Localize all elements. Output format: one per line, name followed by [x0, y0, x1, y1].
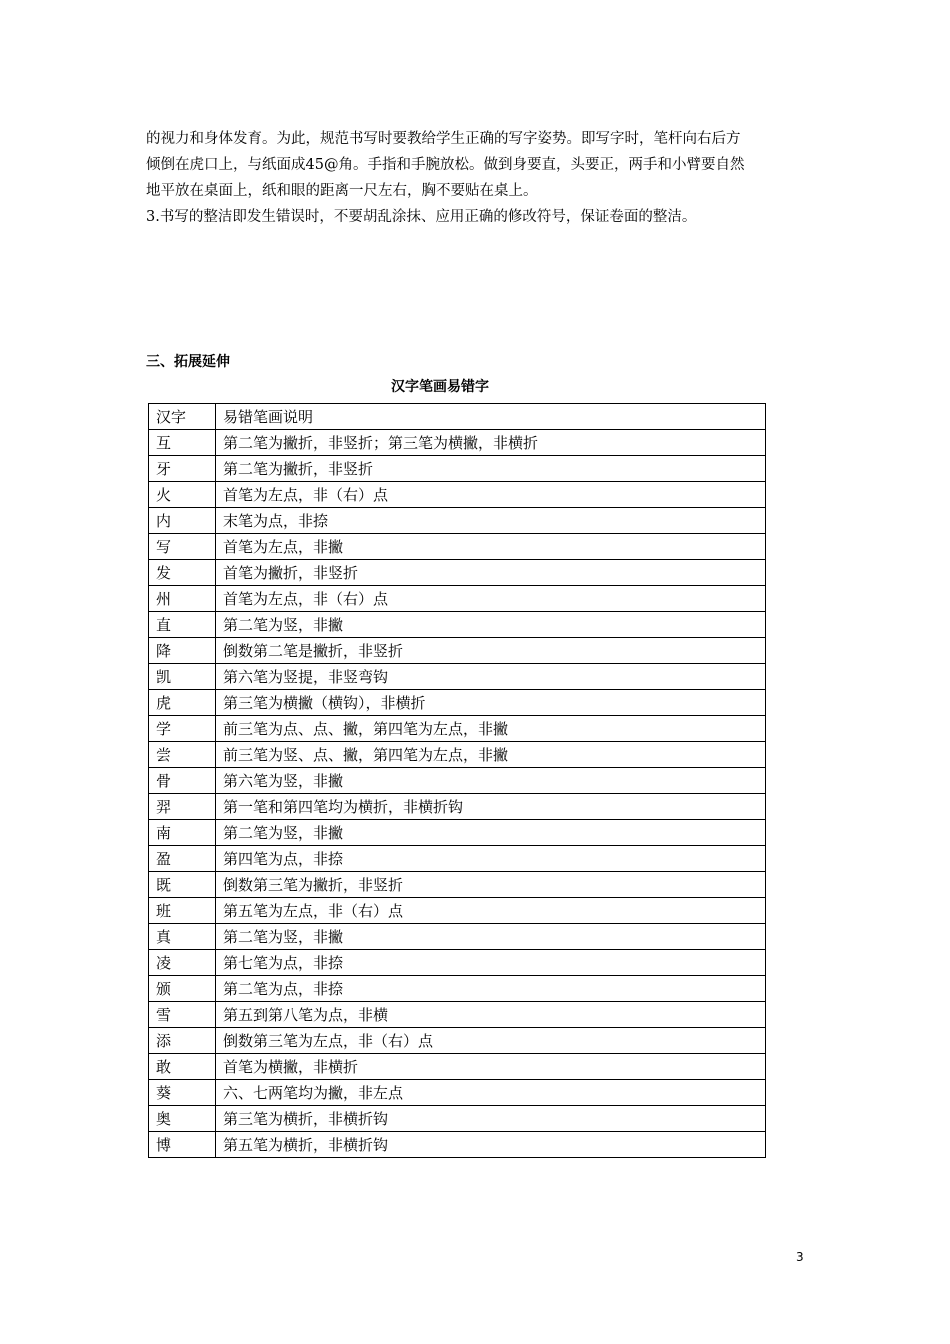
- char-cell: 既: [149, 872, 216, 898]
- description-cell: 首笔为左点，非撇: [216, 534, 766, 560]
- char-cell: 敢: [149, 1054, 216, 1080]
- table-row: [149, 1132, 766, 1158]
- char-cell: 降: [149, 638, 216, 664]
- description-cell: 第二笔为撇折，非竖折；第三笔为横撇，非横折: [216, 430, 766, 456]
- description-cell: 首笔为撇折，非竖折: [216, 560, 766, 586]
- char-cell: 奥: [149, 1106, 216, 1132]
- char-cell: 火: [149, 482, 216, 508]
- description-cell: 第三笔为横撇（横钩），非横折: [216, 690, 766, 716]
- table-row: [149, 560, 766, 586]
- body-paragraph-1: [146, 126, 806, 230]
- table-row: [149, 690, 766, 716]
- section-heading: 三、拓展延伸: [146, 354, 230, 370]
- table-row: [149, 898, 766, 924]
- char-cell: 写: [149, 534, 216, 560]
- table-row: [149, 430, 766, 456]
- table-row: [149, 820, 766, 846]
- char-cell: 添: [149, 1028, 216, 1054]
- char-cell: 真: [149, 924, 216, 950]
- description-cell: 第二笔为竖，非撇: [216, 612, 766, 638]
- stroke-error-table: [148, 403, 766, 1158]
- table-row: [149, 846, 766, 872]
- page-number: 3: [796, 1250, 804, 1264]
- body-line: 倾倒在虎口上，与纸面成45@角。手指和手腕放松。做到身要直，头要正，两手和小臂要自然: [146, 157, 745, 173]
- table-row: [149, 612, 766, 638]
- char-cell: 颁: [149, 976, 216, 1002]
- table-row: [149, 924, 766, 950]
- char-cell: 学: [149, 716, 216, 742]
- table-row: [149, 508, 766, 534]
- char-cell: 发: [149, 560, 216, 586]
- description-cell: 第二笔为竖，非撇: [216, 820, 766, 846]
- char-cell: 直: [149, 612, 216, 638]
- description-cell: 前三笔为竖、点、撇，第四笔为左点，非撇: [216, 742, 766, 768]
- char-cell: 州: [149, 586, 216, 612]
- table-row: [149, 664, 766, 690]
- description-cell: 第三笔为横折，非横折钩: [216, 1106, 766, 1132]
- description-cell: 首笔为左点，非（右）点: [216, 482, 766, 508]
- table-row: [149, 638, 766, 664]
- table-row: [149, 482, 766, 508]
- description-cell: 第五笔为左点，非（右）点: [216, 898, 766, 924]
- char-cell: 雪: [149, 1002, 216, 1028]
- description-cell: 第四笔为点，非捺: [216, 846, 766, 872]
- char-cell: 凯: [149, 664, 216, 690]
- char-cell: 虎: [149, 690, 216, 716]
- table-row: [149, 456, 766, 482]
- table-row: [149, 716, 766, 742]
- table-row: [149, 1002, 766, 1028]
- description-cell: 首笔为左点，非（右）点: [216, 586, 766, 612]
- char-cell: 博: [149, 1132, 216, 1158]
- description-cell: 倒数第三笔为撇折，非竖折: [216, 872, 766, 898]
- table-title: 汉字笔画易错字: [391, 379, 489, 395]
- char-cell: 盈: [149, 846, 216, 872]
- char-cell: 牙: [149, 456, 216, 482]
- table-row: [149, 976, 766, 1002]
- table-header-row: [149, 404, 766, 430]
- header-desc: 易错笔画说明: [216, 404, 766, 430]
- description-cell: 第六笔为竖提，非竖弯钩: [216, 664, 766, 690]
- table-row: [149, 950, 766, 976]
- header-char: 汉字: [149, 404, 216, 430]
- char-cell: 班: [149, 898, 216, 924]
- table-row: [149, 1106, 766, 1132]
- char-cell: 内: [149, 508, 216, 534]
- description-cell: 末笔为点，非捺: [216, 508, 766, 534]
- table-row: [149, 768, 766, 794]
- char-cell: 凌: [149, 950, 216, 976]
- description-cell: 第二笔为竖，非撇: [216, 924, 766, 950]
- table-row: [149, 794, 766, 820]
- description-cell: 倒数第三笔为左点，非（右）点: [216, 1028, 766, 1054]
- table-row: [149, 534, 766, 560]
- char-cell: 尝: [149, 742, 216, 768]
- body-line: 的视力和身体发育。为此，规范书写时要教给学生正确的写字姿势。即写字时，笔杆向右后方: [146, 131, 741, 147]
- char-cell: 葵: [149, 1080, 216, 1106]
- table-row: [149, 872, 766, 898]
- table-row: [149, 1054, 766, 1080]
- description-cell: 第七笔为点，非捺: [216, 950, 766, 976]
- table-row: [149, 1028, 766, 1054]
- description-cell: 第一笔和第四笔均为横折，非横折钩: [216, 794, 766, 820]
- table-row: [149, 1080, 766, 1106]
- char-cell: 互: [149, 430, 216, 456]
- body-line: 地平放在桌面上，纸和眼的距离一尺左右，胸不要贴在桌上。: [146, 183, 538, 199]
- description-cell: 首笔为横撇，非横折: [216, 1054, 766, 1080]
- description-cell: 第二笔为点，非捺: [216, 976, 766, 1002]
- table-row: [149, 742, 766, 768]
- description-cell: 前三笔为点、点、撇，第四笔为左点，非撇: [216, 716, 766, 742]
- description-cell: 六、七两笔均为撇，非左点: [216, 1080, 766, 1106]
- char-cell: 南: [149, 820, 216, 846]
- description-cell: 第二笔为撇折，非竖折: [216, 456, 766, 482]
- body-line: 3.书写的整洁即发生错误时，不要胡乱涂抹、应用正确的修改符号，保证卷面的整洁。: [146, 209, 697, 225]
- description-cell: 第五笔为横折，非横折钩: [216, 1132, 766, 1158]
- table-row: [149, 586, 766, 612]
- char-cell: 羿: [149, 794, 216, 820]
- description-cell: 倒数第二笔是撇折，非竖折: [216, 638, 766, 664]
- description-cell: 第五到第八笔为点，非横: [216, 1002, 766, 1028]
- char-cell: 骨: [149, 768, 216, 794]
- description-cell: 第六笔为竖，非撇: [216, 768, 766, 794]
